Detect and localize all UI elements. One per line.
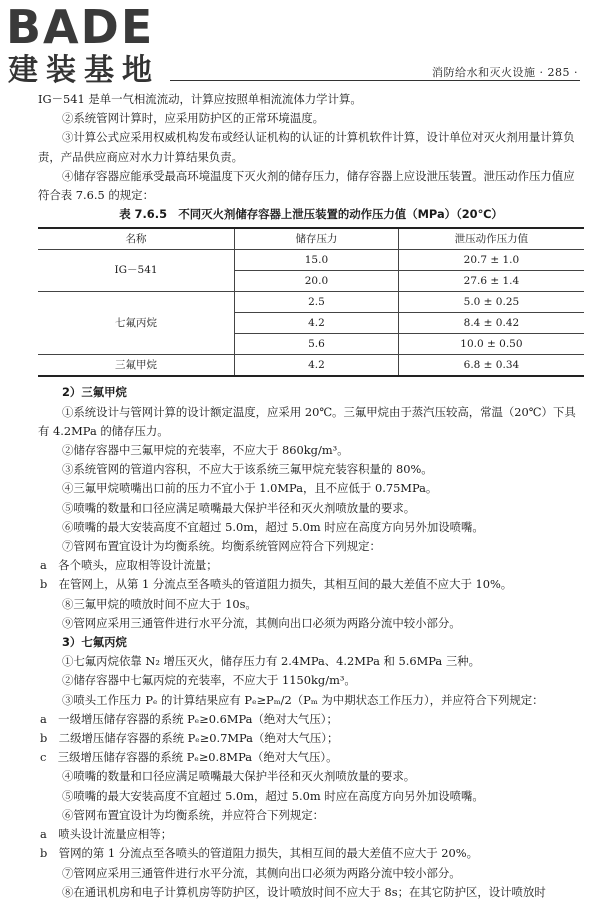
- table-cell: 27.6 ± 1.4: [398, 271, 584, 292]
- page-content: [38, 90, 584, 902]
- paragraph: IG－541 是单一气相流流动，计算应按照单相流流体力学计算。: [38, 92, 362, 106]
- list-item: ②储存容器中七氟丙烷的充装率，不应大于 1150kg/m³。: [62, 673, 356, 688]
- table-cell: 5.6: [235, 334, 399, 355]
- list-item: ③系统管网的管道内容积，不应大于该系统三氟甲烷充装容积量的 80%。: [62, 462, 433, 477]
- list-item: ⑦管网布置宜设计为均衡系统。均衡系统管网应符合下列规定：: [62, 539, 381, 554]
- table-header-cell: 储存压力: [235, 228, 399, 250]
- list-item: ⑧在通讯机房和电子计算机房等防护区，设计喷放时间不应大于 8s；在其它防护区，设计喷放时: [62, 884, 546, 899]
- table-row: [38, 292, 584, 313]
- list-item: ⑥管网布置宜设计为均衡系统，并应符合下列规定：: [62, 807, 324, 822]
- section-heading: 3）七氟丙烷: [62, 635, 127, 650]
- paragraph: ④储存容器应能承受最高环境温度下灭火剂的储存压力，储存容器上应设泄压装置。泄压动作压力值应符合表 7.6.5 的规定：: [38, 168, 575, 203]
- table-cell: 4.2: [235, 313, 399, 334]
- list-item: ①系统设计与管网计算的设计额定温度，应采用 20℃。三氟甲烷由于蒸汽压较高，常温（20℃）下具有 4.2MPa 的储存压力。: [38, 404, 576, 438]
- table-cell: 2.5: [235, 292, 399, 313]
- table-row: [38, 250, 584, 271]
- list-item: ①七氟丙烷依靠 N₂ 增压灭火，储存压力有 2.4MPa、4.2MPa 和 5.6MPa 三种。: [62, 654, 481, 669]
- list-item: ④喷嘴的数量和口径应满足喷嘴最大保护半径和灭火剂喷放量的要求。: [62, 769, 416, 784]
- table-cell: 4.2: [235, 355, 399, 377]
- agent-name-cell: IG－541: [38, 250, 235, 292]
- list-item: ④三氟甲烷喷嘴出口前的压力不宜小于 1.0MPa，且不应低于 0.75MPa。: [62, 481, 438, 496]
- list-item: ⑧三氟甲烷的喷放时间不应大于 10s。: [62, 596, 257, 611]
- sub-item: b 管网的第 1 分流点至各喷头的管道阻力损失，其相互间的最大差值不应大于 20%。: [40, 846, 479, 861]
- list-item: ⑤喷嘴的数量和口径应满足喷嘴最大保护半径和灭火剂喷放量的要求。: [62, 500, 416, 515]
- list-item: ⑤喷嘴的最大安装高度不宜超过 5.0m，超过 5.0m 时应在高度方向另外加设喷嘴。: [62, 788, 484, 803]
- table-header-cell: 名称: [38, 228, 235, 250]
- table-cell: 10.0 ± 0.50: [398, 334, 584, 355]
- agent-name-cell: 七氟丙烷: [38, 292, 235, 355]
- table-row: [38, 355, 584, 377]
- table-title: 表 7.6.5 不同灭火剂储存容器上泄压装置的动作压力值（MPa）（20℃）: [119, 207, 503, 222]
- logo-chinese: 建装基地: [8, 53, 160, 88]
- paragraph: ③计算公式应采用权威机构发布或经认证机构的认证的计算机软件计算，设计单位对灭火剂用量计算负责，产品供应商应对水力计算结果负责。: [38, 130, 575, 164]
- sub-item: a 一级增压储存容器的系统 Pₑ≥0.6MPa（绝对大气压）；: [40, 711, 338, 726]
- table-cell: 20.0: [235, 271, 399, 292]
- paragraph: ②系统管网计算时，应采用防护区的正常环境温度。: [62, 111, 324, 126]
- header-rule: [170, 80, 580, 81]
- list-item: ⑨管网应采用三通管件进行水平分流，其侧向出口必须为两路分流中较小部分。: [62, 615, 461, 630]
- section-heading: 2）三氟甲烷: [62, 385, 127, 400]
- agent-name-cell: 三氟甲烷: [38, 355, 235, 377]
- table-cell: 6.8 ± 0.34: [398, 355, 584, 377]
- table-cell: 8.4 ± 0.42: [398, 313, 584, 334]
- logo-latin: BADE: [6, 0, 155, 54]
- list-item: ⑦管网应采用三通管件进行水平分流，其侧向出口必须为两路分流中较小部分。: [62, 865, 461, 880]
- table-header-row: [38, 228, 584, 250]
- list-item: ③喷头工作压力 Pₑ 的计算结果应有 Pₑ≥Pₘ/2（Pₘ 为中期状态工作压力），并应符合下列规定：: [62, 692, 544, 707]
- sub-item: b 二级增压储存容器的系统 Pₑ≥0.7MPa（绝对大气压）；: [40, 731, 339, 746]
- list-item: ⑥喷嘴的最大安装高度不宜超过 5.0m，超过 5.0m 时应在高度方向另外加设喷嘴。: [62, 519, 484, 534]
- pressure-table: [38, 227, 584, 377]
- table-cell: 5.0 ± 0.25: [398, 292, 584, 313]
- sub-item: a 各个喷头，应取相等设计流量；: [40, 558, 218, 573]
- sub-item: c 三级增压储存容器的系统 Pₑ≥0.8MPa（绝对大气压）。: [40, 750, 338, 765]
- sub-item: a 喷头设计流量应相等；: [40, 827, 173, 842]
- sub-item: b 在管网上，从第 1 分流点至各喷头的管道阻力损失，其相互间的最大差值不应大于 10%。: [40, 577, 513, 592]
- table-cell: 20.7 ± 1.0: [398, 250, 584, 271]
- table-cell: 15.0: [235, 250, 399, 271]
- list-item: ②储存容器中三氟甲烷的充装率，不应大于 860kg/m³。: [62, 443, 349, 458]
- table-header-cell: 泄压动作压力值: [398, 228, 584, 250]
- running-head: 消防给水和灭火设施 · 285 ·: [432, 66, 578, 79]
